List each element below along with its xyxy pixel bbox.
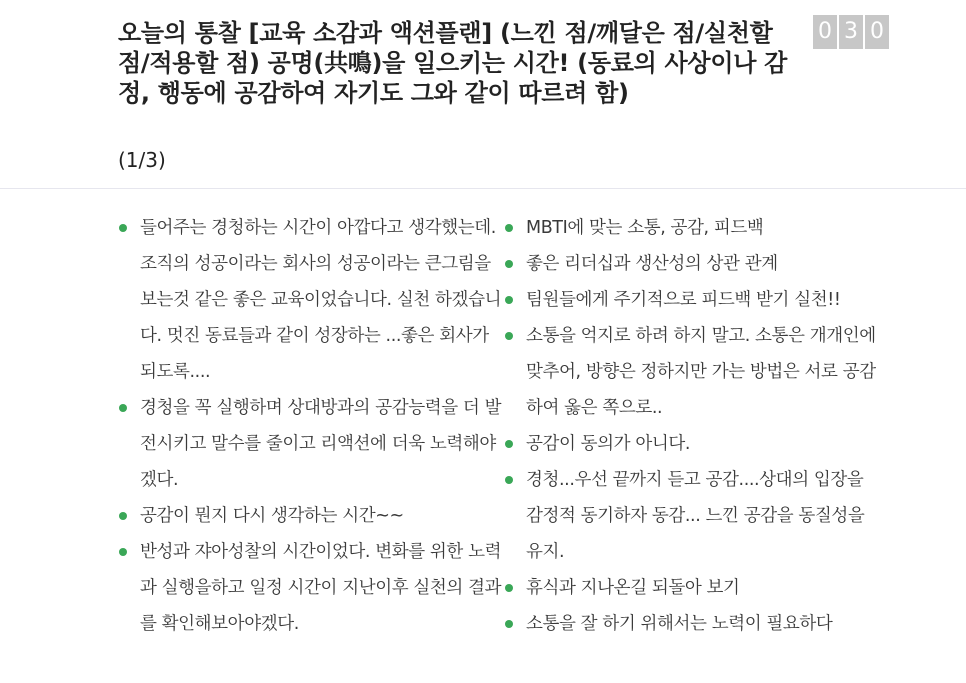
- response-item: [504, 282, 878, 318]
- response-text: MBTI에 맞는 소통, 공감, 피드백: [526, 218, 764, 238]
- bullet-dot-icon: [119, 512, 127, 520]
- question-header: [0, 0, 966, 189]
- bullet-dot-icon: [119, 224, 127, 232]
- bullet-dot-icon: [505, 440, 513, 448]
- responses-column-right: [504, 210, 878, 642]
- bullet-dot-icon: [505, 224, 513, 232]
- response-item: [504, 318, 878, 426]
- response-text: 팀원들에게 주기적으로 피드백 받기 실천!!: [526, 290, 841, 310]
- response-item: [504, 426, 878, 462]
- responses-area: [118, 210, 878, 642]
- response-counter: [813, 15, 889, 49]
- question-progress: (1/3): [118, 148, 166, 172]
- response-item: [118, 390, 504, 498]
- response-text: 경청...우선 끝까지 듣고 공감....상대의 입장을 감정적 동기하자 동감... 느낀 공감을 동질성을 유지.: [526, 470, 865, 562]
- response-item: [118, 210, 504, 390]
- response-item: [118, 534, 504, 642]
- response-text: 소통을 억지로 하려 하지 말고. 소통은 개개인에 맞추어, 방향은 정하지만 가는 방법은 서로 공감하여 옳은 쪽으로..: [526, 326, 876, 418]
- bullet-dot-icon: [505, 296, 513, 304]
- bullet-dot-icon: [505, 260, 513, 268]
- response-item: [504, 462, 878, 570]
- bullet-dot-icon: [505, 332, 513, 340]
- response-item: [504, 606, 878, 642]
- response-text: 들어주는 경청하는 시간이 아깝다고 생각했는데. 조직의 성공이라는 회사의 성공이라는 큰그림을 보는것 같은 좋은 교육이었습니다. 실천 하겠습니다. 멋진 동료들과 같이 성장하는 ...좋은 회사가되도록....: [140, 218, 502, 382]
- counter-digit: 0: [865, 15, 889, 49]
- response-item: [118, 498, 504, 534]
- question-title: 오늘의 통찰 [교육 소감과 액션플랜] (느낀 점/깨달은 점/실천할 점/적용할 점) 공명(共鳴)을 일으키는 시간! (동료의 사상이나 감정, 행동에 공감하여 자기도 그와 같이 따르려 함): [118, 19, 788, 107]
- response-item: [504, 246, 878, 282]
- bullet-dot-icon: [119, 548, 127, 556]
- bullet-dot-icon: [505, 620, 513, 628]
- response-text: 소통을 잘 하기 위해서는 노력이 필요하다: [526, 614, 833, 634]
- responses-column-left: [118, 210, 504, 642]
- counter-digit: 0: [813, 15, 837, 49]
- response-text: 반성과 쟈아성찰의 시간이었다. 변화를 위한 노력과 실행을하고 일정 시간이 지난이후 실천의 결과를 확인해보아야겠다.: [140, 542, 502, 634]
- response-text: 휴식과 지나온길 되돌아 보기: [526, 578, 740, 598]
- response-text: 좋은 리더십과 생산성의 상관 관계: [526, 254, 778, 274]
- response-text: 경청을 꼭 실행하며 상대방과의 공감능력을 더 발전시키고 말수를 줄이고 리액션에 더욱 노력해야겠다.: [140, 398, 502, 490]
- response-item: [504, 210, 878, 246]
- response-text: 공감이 동의가 아니다.: [526, 434, 691, 454]
- bullet-dot-icon: [505, 584, 513, 592]
- response-text: 공감이 뭔지 다시 생각하는 시간~~: [140, 506, 404, 526]
- response-item: [504, 570, 878, 606]
- bullet-dot-icon: [119, 404, 127, 412]
- counter-digit: 3: [839, 15, 863, 49]
- bullet-dot-icon: [505, 476, 513, 484]
